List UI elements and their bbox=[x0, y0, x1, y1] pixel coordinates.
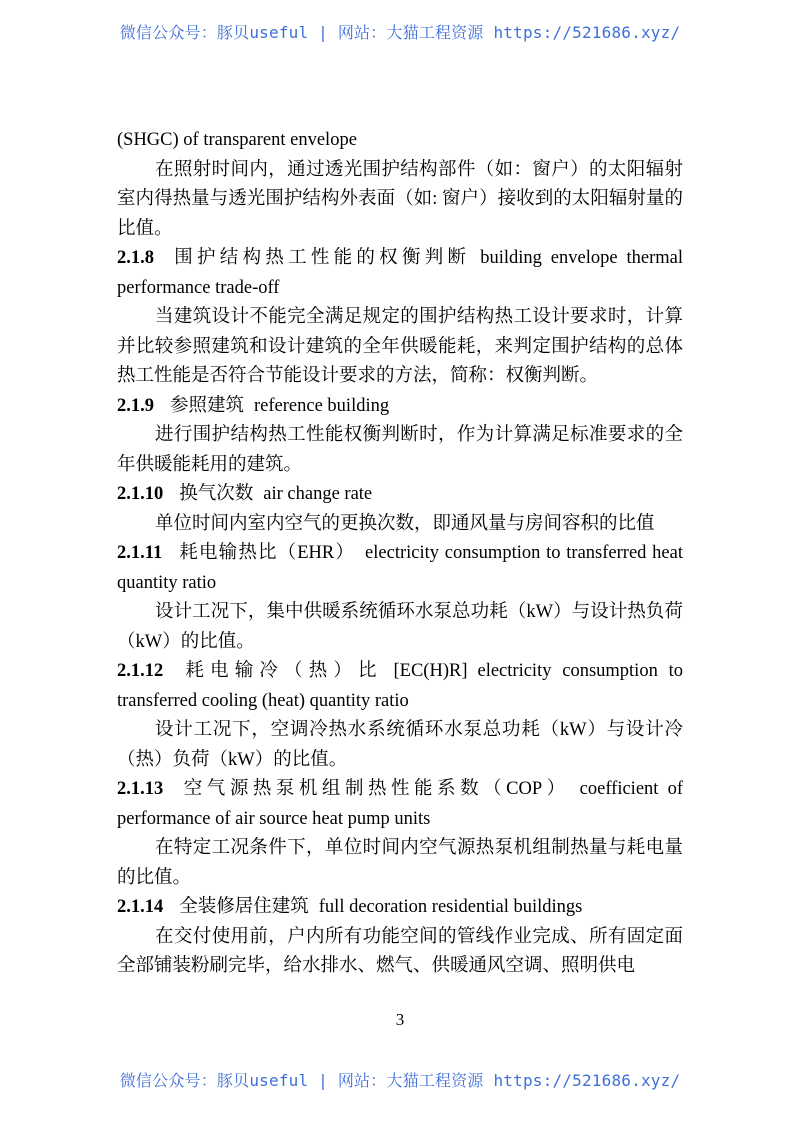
term-en: electricity consumption to transferred heat quantity ratio bbox=[117, 543, 683, 593]
term-heading bbox=[117, 775, 683, 834]
document-body bbox=[117, 126, 683, 982]
watermark-top: 微信公众号：豚贝useful | 网站：大猫工程资源 https://521686.xyz/ bbox=[119, 23, 681, 42]
page-number: 3 bbox=[395, 1010, 405, 1029]
term-number: 2.1.8 bbox=[117, 248, 154, 268]
term-zh: 围护结构热工性能的权衡判断 bbox=[170, 248, 471, 268]
term-heading bbox=[117, 893, 683, 923]
term-en: reference building bbox=[254, 395, 390, 416]
definition-paragraph: 在特定工况条件下，单位时间内空气源热泵机组制热量与耗电量的比值。 bbox=[117, 838, 683, 888]
term-number: 2.1.13 bbox=[117, 779, 164, 799]
definition-paragraph: 设计工况下，集中供暖系统循环水泵总功耗（kW）与设计热负荷（kW）的比值。 bbox=[117, 602, 683, 652]
term-zh: 换气次数 bbox=[179, 484, 254, 504]
term-zh: 参照建筑 bbox=[170, 395, 245, 416]
term-en: air change rate bbox=[263, 484, 373, 504]
definition-paragraph: 单位时间内室内空气的更换次数，即通风量与房间容积的比值 bbox=[155, 513, 655, 534]
term-number: 2.1.11 bbox=[117, 543, 163, 563]
term-heading bbox=[117, 244, 683, 303]
continued-term-text: (SHGC) of transparent envelope bbox=[117, 130, 357, 150]
term-heading bbox=[117, 539, 683, 598]
term-en: coefficient of performance of air source heat pump units bbox=[117, 779, 683, 829]
term-zh: 耗电输热比（EHR） bbox=[178, 543, 356, 563]
term-en: building envelope thermal performance trade-off bbox=[117, 248, 683, 298]
term-heading bbox=[117, 480, 683, 510]
term-zh: 耗电输冷（热）比 [EC(H)R] bbox=[179, 661, 468, 681]
definition-paragraph: 进行围护结构热工性能权衡判断时，作为计算满足标准要求的全年供暖能耗用的建筑。 bbox=[117, 425, 683, 475]
term-en: electricity consumption to transferred cooling (heat) quantity ratio bbox=[117, 661, 684, 711]
watermark-bottom: 微信公众号：豚贝useful | 网站：大猫工程资源 https://521686.xyz/ bbox=[119, 1071, 681, 1090]
term-zh: 空气源热泵机组制热性能系数（COP） bbox=[179, 779, 570, 799]
definition-paragraph: 设计工况下，空调冷热水系统循环水泵总功耗（kW）与设计冷（热）负荷（kW）的比值。 bbox=[117, 720, 683, 770]
term-heading bbox=[117, 392, 683, 422]
definition-paragraph: 在交付使用前，户内所有功能空间的管线作业完成、所有固定面全部铺装粉刷完毕，给水排水、燃气、供暖通风空调、照明供电 bbox=[117, 926, 683, 976]
term-number: 2.1.14 bbox=[117, 897, 164, 917]
term-number: 2.1.9 bbox=[117, 395, 154, 416]
definition-paragraph: 在照射时间内，通过透光围护结构部件（如：窗户）的太阳辐射室内得热量与透光围护结构外表面（如: 窗户）接收到的太阳辐射量的比值。 bbox=[117, 159, 683, 239]
term-number: 2.1.10 bbox=[117, 484, 164, 504]
term-en: full decoration residential buildings bbox=[318, 897, 583, 917]
term-number: 2.1.12 bbox=[117, 661, 164, 681]
term-zh: 全装修居住建筑 bbox=[179, 897, 309, 917]
definition-paragraph: 当建筑设计不能完全满足规定的围护结构热工设计要求时，计算并比较参照建筑和设计建筑的全年供暖能耗，来判定围护结构的总体热工性能是否符合节能设计要求的方法，简称：权衡判断。 bbox=[117, 307, 683, 386]
term-heading bbox=[117, 657, 683, 716]
